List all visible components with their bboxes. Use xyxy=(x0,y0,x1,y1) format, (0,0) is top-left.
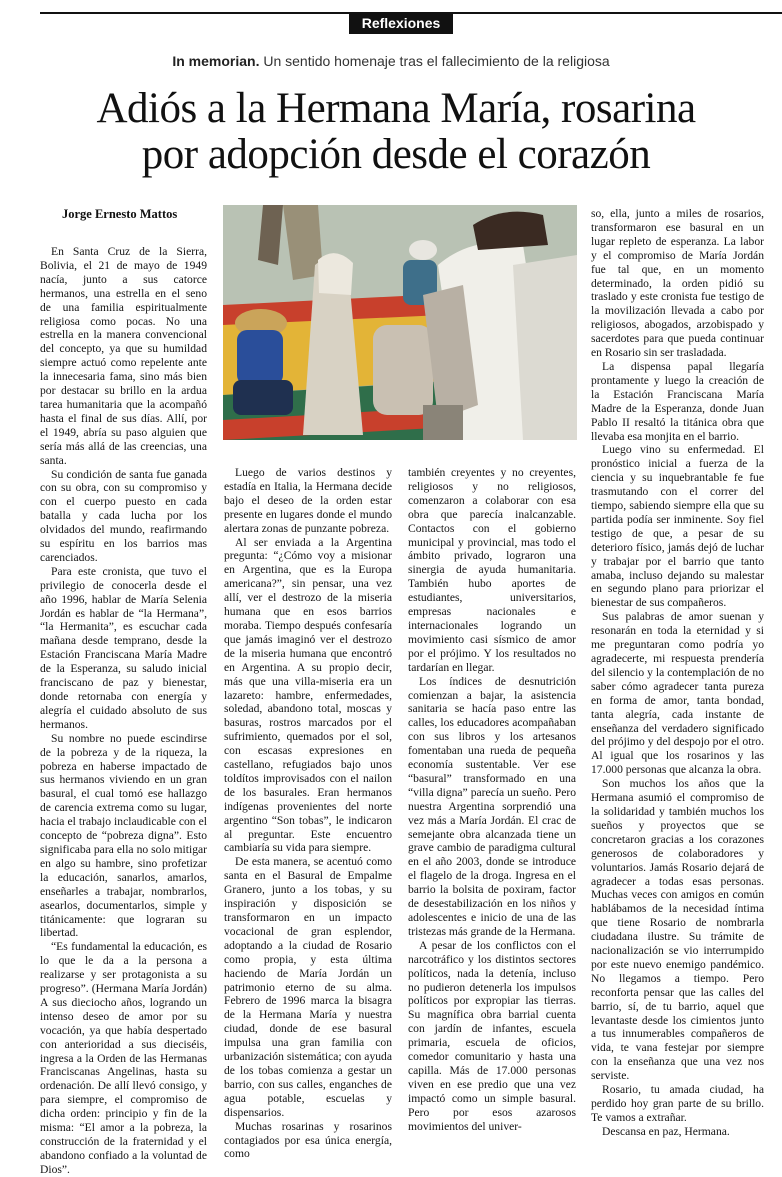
paragraph: Rosario, tu amada ciudad, ha perdido hoy gran parte de su brillo. Te vamos a extrañar. xyxy=(591,1083,764,1124)
paragraph: Su nombre no puede escindirse de la pobreza y de la riqueza, la pobreza en haberse impactado de sus hermanos viviendo en un gran basural, el cual tomó ese hallazgo de carencia extrema como su lugar, hacia el trabajo inclaudicable con el concepto de “pobreza digna”. Esto significaba para ella no solo mitigar en algo su hambre, sino profetizar la educación, sanarlos, amarlos, enseñarles a trabajar, nombrarlos, asearlos, documentarlos, simple y titánicamente: que lograran su libertad. xyxy=(40,731,207,940)
paragraph: Para este cronista, que tuvo el privilegio de conocerla desde el año 1996, hablar de María Selenia Jordán es hablar de “la Hermana”, “la Hermanita”, es escuchar cada mañana desde temprano, desde la Estación Franciscana María Madre de la Esperanza, su saludo inicial franciscano de paz y bienestar, donde retornaba con energía y alegría el cuidado absoluto de sus hermanos. xyxy=(40,564,207,731)
paragraph: A pesar de los conflictos con el narcotráfico y los distintos sectores políticos, nada la detenía, incluso no pudieron detenerla los impulsos políticos por expropiar las tierras. Su magnífica obra barrial cuenta con jardín de infantes, escuela primaria, escuela de oficios, comedor comunitario y hasta una capilla. Más de 17.000 personas viven en ese predio que una vez impactó como un simple basural. Pero por esos azarosos movimientos del univer- xyxy=(408,938,576,1133)
headline xyxy=(40,86,752,178)
article-column-3 xyxy=(408,466,576,1134)
paragraph: Sus palabras de amor suenan y resonarán en toda la eternidad y si me preguntaran como podría yo agradecerte, mi respuesta prendería del silencio y la contemplación de no saber cómo agradecer tanta pureza en forma de amor, tanta bondad, tanta alegría, cada instante de enseñanza del verdadero significado del prójimo y del despojo por el otro. Al igual que los rosarinos y las 17.000 personas que alcanza la obra. xyxy=(591,610,764,777)
paragraph: En Santa Cruz de la Sierra, Bolivia, el 21 de mayo de 1949 nacía, junto a sus catorce hermanos, una estrella en el seno de una familia espiritualmente religiosa como pocas. No una estrella en la manera convencional del concepto, ya que su humildad siempre actuó como repelente ante la innecesaria fama, sino más bien por destacar su brillo en la ardua tarea humanitaria que la acompañó hasta el final de sus días. Allí, por el 1949, abría su paso alguien que sería más allá de las creencias, una santa. xyxy=(40,245,207,467)
byline: Jorge Ernesto Mattos xyxy=(62,207,178,221)
paragraph: so, ella, junto a miles de rosarios, transformaron ese basural en un lugar repleto de esperanza. La labor y el compromiso de María Jordán fue tal que, en un momento determinado, la orden pidió su traslado y este cronista fue testigo de la movilización llevada a cabo por religiosos, abogados, arzobispado y sacerdotes para que pueda continuar en Rosario sin ser trasladada. xyxy=(591,207,764,360)
headline-line-2: por adopción desde el corazón xyxy=(141,131,651,178)
kicker-text: Un sentido homenaje tras el fallecimiento de la religiosa xyxy=(263,53,610,69)
paragraph: Su condición de santa fue ganada con su obra, con su compromiso y con el cuerpo puesto en cada batalla y cada lucha por los olvidados del mundo, reafirmando su espíritu en los barrios mas carenciados. xyxy=(40,467,207,564)
paragraph: Descansa en paz, Hermana. xyxy=(602,1124,730,1138)
paragraph: La dispensa papal llegaría prontamente y luego la creación de la Estación Franciscana María Madre de la Esperanza, donde Juan Pablo II resaltó la titánica obra que llevaba esa monjita en el barrio. xyxy=(591,359,764,443)
paragraph: Luego vino su enfermedad. El pronóstico inicial a fuerza de la ciencia y su inquebrantable fe fue trasmutando con el correr del tiempo, sabiendo siempre ella que su partida podía ser inminente. Soy fiel testigo de que, a pesar de su deterioro físico, jamás dejó de luchar y trabajar por el barrio que tanto amaba, incluso dejando su malestar en segundo plano para priorizar el bienestar de sus compañeros. xyxy=(591,443,764,610)
kicker xyxy=(0,53,782,69)
paragraph: Los índices de desnutrición comienzan a bajar, la asistencia sanitaria se hacía paso entre las calles, los educadores acompañaban con sus libros y los artesanos fomentaban una rueda de pequeña economía sustentable. Ver ese “basural” transformado en una “villa digna” parecía un sueño. Pero nuestra Argentina sorprendió una vez más a María Jordán. El crac de semejante obra alcanzada tiene un grave cambio de paradigma cultural en el año 2003, donde se introduce el flagelo de la droga. Ingresa en el barrio la bolsita de poxiram, factor de desestabilización en los niños y adolescentes e inicio de una de las tristezas más grande de la Hermana. xyxy=(408,674,576,938)
headline-line-1: Adiós a la Hermana María, rosarina xyxy=(96,85,696,132)
paragraph: Al ser enviada a la Argentina pregunta: “¿Cómo voy a misionar en Argentina, que es la Europa americana?”, sin pensar, una vez allí, ver el destrozo de la miseria humana que en esos barrios moraba. Tiempo después confesaría que jamás imaginó ver el destrozo de la miseria humana que encontró en Argentina. A su propio decir, más que una villa-miseria era un lazareto: hambre, enfermedades, soledad, abandono total, moscas y basuras, rostros marcados por el sufrimiento, quemados por el sol, con escasas expresiones en castellano, refugiados bajo unos toldítos improvisados con el nailon de los basurales. Eran hermanos indígenas provenientes del norte argentino “Son tobas”, le indicaron al preguntar. Este encuentro cambiaría su vida para siempre. xyxy=(224,535,392,855)
paragraph: Luego de varios destinos y estadía en Italia, la Hermana decide bajo el deseo de la orden estar presente en lugares donde el mundo alertara zonas de punzante pobreza. xyxy=(224,466,392,535)
article-column-4 xyxy=(591,207,764,1139)
article-column-1 xyxy=(40,245,207,1177)
article-photo xyxy=(223,205,577,440)
kicker-label: In memorian. xyxy=(172,53,260,69)
nuns-in-boat-photo xyxy=(223,205,577,440)
article-column-2 xyxy=(224,466,392,1161)
paragraph: “Es fundamental la educación, es lo que le da a la persona a realizarse y ser protagonista a su progreso”. (Hermana María Jordán) A sus dieciocho años, logrando un intenso deseo de amor por su vocación, ya que había despertado con anterioridad a sus dieciséis, ingresa a la Orden de las Hermanas Franciscanas Angelinas, hasta su ordenación. De allí llevó consigo, y para siempre, el compromiso de dicha orden: principio y fin de la misma: “El amor a la pobreza, la construcción de la fraternidad y el abandono confiado a la voluntad de Dios”. xyxy=(40,940,207,1176)
paragraph: también creyentes y no creyentes, religiosos y no religiosos, comenzaron a colaborar con esa obra que parecía inalcanzable. Contactos con el gobierno municipal y provincial, mas todo el ámbito privado, lograron una sinergia de ayuda humanitaria. También hubo aportes de estudiantes, universitarios, empresas nacionales e internacionales logrando un movimiento casi sísmico de amor por el prójimo. Y los resultados no tardarían en llegar. xyxy=(408,466,576,674)
section-label: Reflexiones xyxy=(349,12,453,34)
paragraph: De esta manera, se acentuó como santa en el Basural de Empalme Granero, junto a los tobas, y su inspiración y disposición se transformaron en un impacto vocacional de gran esplendor, adoptando a la ciudad de Rosario como propia, y esta última haciendo de María Jordán un patrimonio eterno de su alma. Febrero de 1996 marca la bisagra de la Hermana María y nuestra ciudad, donde de ese basural impulsa una gran familia con urbanización sistemática; con ayuda de los tobas comienza a gestar un barrio, con sus calles, enganches de agua potable, escuelas y dispensarios. xyxy=(224,855,392,1119)
paragraph: Son muchos los años que la Hermana asumió el compromiso de la solidaridad y también muchos los sueños y proyectos que se concretaron gracias a los corazones generosos de colaboradores y voluntarios. Jamás Rosario dejará de agradecer a todas esas personas. Muchas veces con amigos en común hablábamos de la necesidad íntima que tiene Rosario de nombrarla ciudadana ilustre. Su trámite de nacionalización se vio interrumpido por este nuevo enemigo pandémico. No llegamos a tiempo. Pero reconforta pensar que las calles del barrio, sí, de tu barrio, aquel que levantaste desde los cimientos junto a tus innumerables compañeros de vida, te vana festejar por siempre con la enseñanza que una vez nos serviste. xyxy=(591,777,764,1083)
paragraph: Muchas rosarinas y rosarinos contagiados por esa única energía, como xyxy=(224,1119,392,1161)
